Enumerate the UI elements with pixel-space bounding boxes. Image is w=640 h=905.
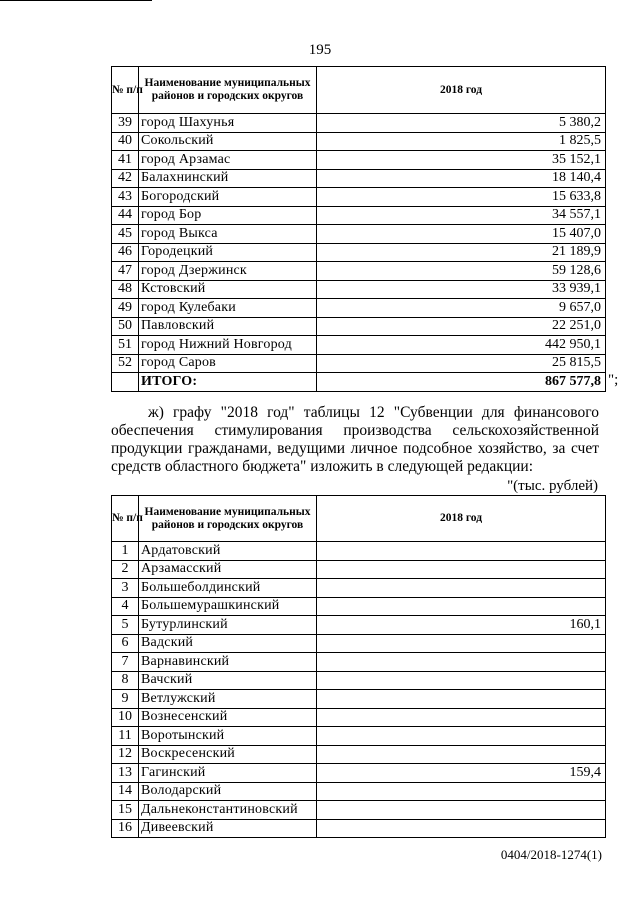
table2-body <box>112 542 606 838</box>
row-value: 5 380,2 <box>317 114 606 133</box>
table-row <box>112 727 606 746</box>
table-row <box>112 819 606 838</box>
municipality-name: Большеболдинский <box>139 579 317 598</box>
table-row <box>112 280 606 299</box>
table-row <box>112 764 606 783</box>
table-row <box>112 708 606 727</box>
row-number: 1 <box>112 542 139 561</box>
row-number: 49 <box>112 299 139 318</box>
row-value: 21 189,9 <box>317 243 606 262</box>
row-value <box>317 634 606 653</box>
municipality-name: город Шахунья <box>139 114 317 133</box>
row-number: 41 <box>112 151 139 170</box>
row-number: 43 <box>112 188 139 207</box>
row-value: 442 950,1 <box>317 336 606 355</box>
table-row <box>112 616 606 635</box>
row-number: 4 <box>112 597 139 616</box>
row-value: 59 128,6 <box>317 262 606 281</box>
row-number: 3 <box>112 579 139 598</box>
table-header-row <box>112 496 606 542</box>
municipality-name: Сокольский <box>139 132 317 151</box>
table-row <box>112 542 606 561</box>
municipality-name: Городецкий <box>139 243 317 262</box>
row-value: 160,1 <box>317 616 606 635</box>
header-name: Наименование муниципальных районов и городских округов <box>139 496 317 542</box>
municipality-name: Павловский <box>139 317 317 336</box>
table-row <box>112 169 606 188</box>
document-code: 0404/2018-1274(1) <box>500 847 602 862</box>
row-value <box>317 690 606 709</box>
row-value <box>317 671 606 690</box>
table-row <box>112 801 606 820</box>
row-number: 13 <box>112 764 139 783</box>
municipality-name: Воскресенский <box>139 745 317 764</box>
header-name: Наименование муниципальных районов и городских округов <box>139 67 317 114</box>
row-number: 9 <box>112 690 139 709</box>
header-year: 2018 год <box>317 496 606 542</box>
municipality-name: Балахнинский <box>139 169 317 188</box>
row-value <box>317 708 606 727</box>
table-row <box>112 151 606 170</box>
table1-body <box>112 114 606 373</box>
municipality-name: город Арзамас <box>139 151 317 170</box>
row-number: 6 <box>112 634 139 653</box>
page-number: 195 <box>308 42 332 58</box>
municipality-name: Вознесенский <box>139 708 317 727</box>
units-label: "(тыс. рублей) <box>507 478 598 494</box>
row-value: 34 557,1 <box>317 206 606 225</box>
row-value: 35 152,1 <box>317 151 606 170</box>
row-number: 52 <box>112 354 139 373</box>
total-num-cell <box>112 373 139 392</box>
amendment-paragraph <box>111 404 599 476</box>
row-number: 48 <box>112 280 139 299</box>
row-number: 47 <box>112 262 139 281</box>
row-number: 46 <box>112 243 139 262</box>
row-number: 44 <box>112 206 139 225</box>
table-row <box>112 132 606 151</box>
header-year: 2018 год <box>317 67 606 114</box>
row-value: 33 939,1 <box>317 280 606 299</box>
row-value <box>317 782 606 801</box>
table-row <box>112 745 606 764</box>
row-value: 15 633,8 <box>317 188 606 207</box>
table-row <box>112 671 606 690</box>
municipality-name: Варнавинский <box>139 653 317 672</box>
table-row <box>112 690 606 709</box>
row-value: 9 657,0 <box>317 299 606 318</box>
municipality-name: город Выкса <box>139 225 317 244</box>
row-number: 40 <box>112 132 139 151</box>
row-number: 7 <box>112 653 139 672</box>
table-row <box>112 114 606 133</box>
row-number: 51 <box>112 336 139 355</box>
row-value <box>317 653 606 672</box>
table-row <box>112 225 606 244</box>
table-row <box>112 560 606 579</box>
row-number: 10 <box>112 708 139 727</box>
row-number: 8 <box>112 671 139 690</box>
row-value: 1 825,5 <box>317 132 606 151</box>
municipality-name: Кстовский <box>139 280 317 299</box>
row-number: 15 <box>112 801 139 820</box>
municipality-name: Вачский <box>139 671 317 690</box>
row-value <box>317 727 606 746</box>
table-row <box>112 354 606 373</box>
table-row <box>112 299 606 318</box>
row-number: 50 <box>112 317 139 336</box>
row-value: 15 407,0 <box>317 225 606 244</box>
row-number: 45 <box>112 225 139 244</box>
row-value: 22 251,0 <box>317 317 606 336</box>
municipality-name: Дивеевский <box>139 819 317 838</box>
row-number: 14 <box>112 782 139 801</box>
paragraph-line: продукции гражданами, ведущими личное подсобное хозяйство, за счет <box>111 440 599 457</box>
row-value <box>317 597 606 616</box>
table-row <box>112 262 606 281</box>
table-row <box>112 634 606 653</box>
row-value <box>317 745 606 764</box>
total-label: ИТОГО: <box>139 373 317 392</box>
municipality-name: Ардатовский <box>139 542 317 561</box>
row-number: 5 <box>112 616 139 635</box>
table-row <box>112 317 606 336</box>
table-row <box>112 188 606 207</box>
municipality-name: город Бор <box>139 206 317 225</box>
row-value: 25 815,5 <box>317 354 606 373</box>
row-number: 12 <box>112 745 139 764</box>
row-number: 16 <box>112 819 139 838</box>
municipality-name: Большемурашкинский <box>139 597 317 616</box>
municipality-name: Воротынский <box>139 727 317 746</box>
municipality-name: Дальнеконстантиновский <box>139 801 317 820</box>
row-value: 18 140,4 <box>317 169 606 188</box>
municipality-name: Володарский <box>139 782 317 801</box>
row-number: 2 <box>112 560 139 579</box>
row-value: 159,4 <box>317 764 606 783</box>
subsidy-table-12 <box>111 495 606 838</box>
table-row <box>112 336 606 355</box>
row-number: 42 <box>112 169 139 188</box>
table-row <box>112 579 606 598</box>
table-row <box>112 653 606 672</box>
table-header-row <box>112 67 606 114</box>
row-value <box>317 560 606 579</box>
table-row <box>112 206 606 225</box>
total-row <box>112 373 606 392</box>
header-num: № п/п <box>112 496 139 542</box>
subsidy-table-continued <box>111 66 606 392</box>
municipality-name: Арзамасский <box>139 560 317 579</box>
total-value: 867 577,8 <box>317 373 606 392</box>
closing-quote: "; <box>608 372 619 388</box>
table-row <box>112 243 606 262</box>
municipality-name: Вадский <box>139 634 317 653</box>
table-row <box>112 782 606 801</box>
paragraph-line: средств областного бюджета" изложить в следующей редакции: <box>111 458 534 475</box>
header-num: № п/п <box>112 67 139 114</box>
paragraph-line: ж) графу "2018 год" таблицы 12 "Субвенции для финансового <box>148 404 599 421</box>
municipality-name: город Дзержинск <box>139 262 317 281</box>
row-value <box>317 819 606 838</box>
municipality-name: город Саров <box>139 354 317 373</box>
municipality-name: город Кулебаки <box>139 299 317 318</box>
row-value <box>317 542 606 561</box>
municipality-name: Ветлужский <box>139 690 317 709</box>
row-number: 11 <box>112 727 139 746</box>
row-value <box>317 801 606 820</box>
municipality-name: Богородский <box>139 188 317 207</box>
municipality-name: город Нижний Новгород <box>139 336 317 355</box>
municipality-name: Бутурлинский <box>139 616 317 635</box>
row-number: 39 <box>112 114 139 133</box>
paragraph-line: обеспечения стимулирования производства сельскохозяйственной <box>111 422 599 439</box>
municipality-name: Гагинский <box>139 764 317 783</box>
top-rule <box>0 0 152 1</box>
row-value <box>317 579 606 598</box>
table-row <box>112 597 606 616</box>
